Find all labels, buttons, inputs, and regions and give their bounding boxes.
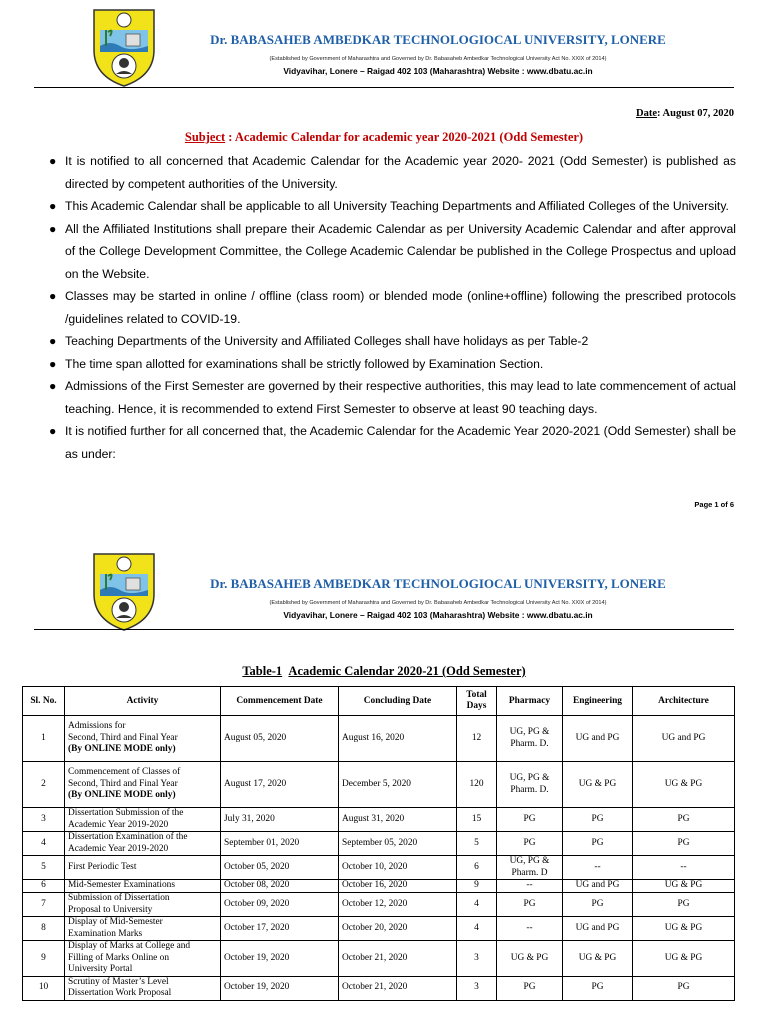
date-label: Date: [635, 108, 657, 119]
cell-commencement-date: October 17, 2020: [221, 917, 339, 941]
cell-commencement-date: August 17, 2020: [221, 762, 339, 808]
table-label: Table-1: [242, 664, 283, 678]
academic-calendar-table: [22, 686, 735, 1001]
cell-sl-no: 9: [23, 941, 65, 977]
cell-concluding-date: October 20, 2020: [339, 917, 457, 941]
cell-total-days: 5: [457, 832, 497, 856]
cell-commencement-date: October 19, 2020: [221, 976, 339, 1000]
activity-line: Dissertation Examination of the: [68, 832, 188, 842]
cell-total-days: 4: [457, 893, 497, 917]
cell-commencement-date: October 05, 2020: [221, 856, 339, 880]
cell-activity: [65, 762, 221, 808]
cell-commencement-date: September 01, 2020: [221, 832, 339, 856]
column-header: Concluding Date: [339, 687, 457, 716]
cell-activity: [65, 716, 221, 762]
university-logo-icon: [90, 550, 158, 632]
list-item: ● The time span allotted for examinations shall be strictly followed by Examination Section.: [32, 353, 736, 376]
cell-sl-no: 4: [23, 832, 65, 856]
cell-sl-no: 1: [23, 716, 65, 762]
cell-engineering: --: [563, 856, 633, 880]
cell-concluding-date: August 31, 2020: [339, 808, 457, 832]
activity-line: University Portal: [68, 964, 133, 974]
subject-label: Subject: [184, 130, 226, 144]
activity-line: Academic Year 2019-2020: [68, 843, 169, 854]
university-name: Dr. BABASAHEB AMBEDKAR TECHNOLOGIOCAL UNIVERSITY, LONERE: [210, 32, 666, 47]
cell-concluding-date: October 10, 2020: [339, 856, 457, 880]
cell-engineering: PG: [563, 832, 633, 856]
activity-line: Commencement of Classes of: [68, 767, 181, 778]
cell-architecture: PG: [633, 832, 735, 856]
cell-engineering: PG: [563, 808, 633, 832]
bullet-icon: ●: [49, 334, 57, 348]
cell-commencement-date: October 08, 2020: [221, 880, 339, 893]
cell-architecture: UG and PG: [633, 716, 735, 762]
cell-pharmacy: --: [497, 880, 563, 893]
table-row: [23, 832, 735, 856]
notice-date: [636, 108, 734, 119]
cell-concluding-date: December 5, 2020: [339, 762, 457, 808]
subject-text: : Academic Calendar for academic year 2020-2021 (Odd Semester): [225, 130, 584, 144]
bullet-icon: ●: [49, 221, 57, 236]
cell-activity: [65, 917, 221, 941]
letterhead-second: [34, 550, 734, 638]
cell-pharmacy: PG: [497, 893, 563, 917]
cell-concluding-date: September 05, 2020: [339, 832, 457, 856]
activity-mode-note: (By ONLINE MODE only): [68, 790, 176, 801]
cell-concluding-date: October 16, 2020: [339, 880, 457, 893]
cell-pharmacy: --: [497, 917, 563, 941]
notice-bullets: [32, 150, 736, 465]
university-logo-icon: [90, 6, 158, 88]
table-row: [23, 893, 735, 917]
establishment-line: (Established by Government of Maharashtra and Governed by Dr. Babasaheb Ambedkar Technological University Act No. XXIX of 2014): [269, 600, 607, 606]
column-header: Sl. No.: [23, 687, 65, 716]
table-row: [23, 941, 735, 977]
cell-activity: [65, 856, 221, 880]
cell-pharmacy: UG, PG & Pharm. D.: [497, 716, 563, 762]
activity-line: First Periodic Test: [68, 861, 137, 872]
date-value: : August 07, 2020: [656, 108, 734, 119]
table-row: [23, 762, 735, 808]
activity-line: Scrutiny of Master’s Level: [68, 976, 169, 987]
activity-line: Dissertation Submission of the: [68, 808, 184, 818]
bullet-icon: ●: [49, 424, 57, 438]
cell-pharmacy: UG & PG: [497, 941, 563, 977]
table-title-text: Academic Calendar 2020-21 (Odd Semester): [288, 664, 526, 678]
table-row: [23, 716, 735, 762]
cell-activity: [65, 976, 221, 1000]
bullet-icon: ●: [49, 199, 57, 213]
cell-pharmacy: UG, PG & Pharm. D.: [497, 762, 563, 808]
column-header: Total Days: [457, 687, 497, 716]
table-row: [23, 976, 735, 1000]
bullet-icon: ●: [49, 356, 57, 371]
activity-mode-note: (By ONLINE MODE only): [68, 744, 176, 755]
cell-sl-no: 3: [23, 808, 65, 832]
cell-activity: [65, 893, 221, 917]
cell-sl-no: 10: [23, 976, 65, 1000]
cell-commencement-date: July 31, 2020: [221, 808, 339, 832]
bullet-icon: ●: [49, 289, 57, 303]
cell-engineering: PG: [563, 976, 633, 1000]
activity-line: Submission of Dissertation: [68, 893, 170, 903]
cell-architecture: --: [633, 856, 735, 880]
cell-total-days: 15: [457, 808, 497, 832]
cell-activity: [65, 941, 221, 977]
cell-concluding-date: October 12, 2020: [339, 893, 457, 917]
letterhead-top: [34, 6, 734, 94]
cell-architecture: PG: [633, 893, 735, 917]
list-item: ● Teaching Departments of the University and Affiliated Colleges shall have holidays as per Table-2: [32, 330, 736, 353]
cell-total-days: 9: [457, 880, 497, 893]
cell-concluding-date: August 16, 2020: [339, 716, 457, 762]
bullet-icon: ●: [49, 154, 57, 168]
header-divider: [34, 87, 734, 88]
column-header: Activity: [65, 687, 221, 716]
table-row: [23, 808, 735, 832]
table-row: [23, 856, 735, 880]
table-body: [23, 716, 735, 1001]
cell-concluding-date: October 21, 2020: [339, 976, 457, 1000]
cell-activity: [65, 808, 221, 832]
cell-total-days: 3: [457, 941, 497, 977]
list-item: ● All the Affiliated Institutions shall prepare their Academic Calendar as per University Academic Calendar and after approval of the College Development Committee, the College Academic Calendar be published in the College Prospectus and upload on the Website.: [32, 218, 736, 286]
activity-line: Mid-Semester Examinations: [68, 880, 176, 891]
cell-total-days: 12: [457, 716, 497, 762]
activity-line: Dissertation Work Proposal: [68, 988, 172, 998]
activity-line: Academic Year 2019-2020: [68, 819, 169, 830]
cell-engineering: UG & PG: [563, 762, 633, 808]
cell-activity: [65, 880, 221, 893]
cell-commencement-date: August 05, 2020: [221, 716, 339, 762]
cell-total-days: 6: [457, 856, 497, 880]
cell-total-days: 4: [457, 917, 497, 941]
cell-commencement-date: October 09, 2020: [221, 893, 339, 917]
activity-line: Examination Marks: [68, 928, 143, 939]
university-name: Dr. BABASAHEB AMBEDKAR TECHNOLOGIOCAL UNIVERSITY, LONERE: [210, 576, 666, 591]
cell-commencement-date: October 19, 2020: [221, 941, 339, 977]
column-header: Engineering: [563, 687, 633, 716]
activity-line: Second, Third and Final Year: [68, 732, 178, 743]
cell-total-days: 3: [457, 976, 497, 1000]
column-header: Architecture: [633, 687, 735, 716]
page-number: Page 1 of 6: [694, 500, 734, 509]
cell-architecture: UG & PG: [633, 917, 735, 941]
cell-activity: [65, 832, 221, 856]
list-item: ● Classes may be started in online / offline (class room) or blended mode (online+offline) following the prescribed protocols /guidelines related to COVID-19.: [32, 285, 736, 330]
table-row: [23, 880, 735, 893]
cell-architecture: UG & PG: [633, 941, 735, 977]
cell-pharmacy: PG: [497, 808, 563, 832]
activity-line: Second, Third and Final Year: [68, 778, 178, 789]
cell-engineering: UG and PG: [563, 716, 633, 762]
cell-sl-no: 7: [23, 893, 65, 917]
activity-line: Filling of Marks Online on: [68, 952, 170, 963]
cell-sl-no: 2: [23, 762, 65, 808]
cell-architecture: UG & PG: [633, 880, 735, 893]
cell-architecture: PG: [633, 976, 735, 1000]
table-title: [0, 664, 768, 679]
table-header-row: [23, 687, 735, 716]
column-header: Commencement Date: [221, 687, 339, 716]
cell-concluding-date: October 21, 2020: [339, 941, 457, 977]
cell-sl-no: 6: [23, 880, 65, 893]
cell-total-days: 120: [457, 762, 497, 808]
activity-line: Display of Marks at College and: [68, 941, 191, 951]
header-divider: [34, 629, 734, 630]
notice-subject: [0, 130, 768, 145]
list-item: ● This Academic Calendar shall be applicable to all University Teaching Departments and Affiliated Colleges of the University.: [32, 195, 736, 218]
cell-architecture: UG & PG: [633, 762, 735, 808]
activity-line: Display of Mid-Semester: [68, 917, 163, 927]
cell-pharmacy: PG: [497, 832, 563, 856]
address-line: Vidyavihar, Lonere – Raigad 402 103 (Maharashtra) Website : www.dbatu.ac.in: [283, 66, 593, 76]
establishment-line: (Established by Government of Maharashtra and Governed by Dr. Babasaheb Ambedkar Technological University Act No. XXIX of 2014): [269, 56, 607, 62]
cell-pharmacy: PG: [497, 976, 563, 1000]
cell-engineering: PG: [563, 893, 633, 917]
table-row: [23, 917, 735, 941]
cell-engineering: UG & PG: [563, 941, 633, 977]
cell-architecture: PG: [633, 808, 735, 832]
list-item: ● It is notified to all concerned that Academic Calendar for the Academic year 2020- 2021 (Odd Semester) is published as directed by competent authorities of the University.: [32, 150, 736, 195]
column-header: Pharmacy: [497, 687, 563, 716]
bullet-icon: ●: [49, 379, 57, 393]
cell-pharmacy: UG, PG & Pharm. D: [497, 856, 563, 880]
cell-sl-no: 8: [23, 917, 65, 941]
cell-sl-no: 5: [23, 856, 65, 880]
activity-line: Proposal to University: [68, 904, 153, 915]
address-line: Vidyavihar, Lonere – Raigad 402 103 (Maharashtra) Website : www.dbatu.ac.in: [283, 610, 593, 620]
cell-engineering: UG and PG: [563, 917, 633, 941]
activity-line: Admissions for: [68, 721, 126, 732]
cell-engineering: UG and PG: [563, 880, 633, 893]
list-item: ● Admissions of the First Semester are governed by their respective authorities, this may lead to late commencement of actual teaching. Hence, it is recommended to extend First Semester to observe at least 90 teaching days.: [32, 375, 736, 420]
list-item: ● It is notified further for all concerned that, the Academic Calendar for the Academic Year 2020-2021 (Odd Semester) shall be as under:: [32, 420, 736, 465]
